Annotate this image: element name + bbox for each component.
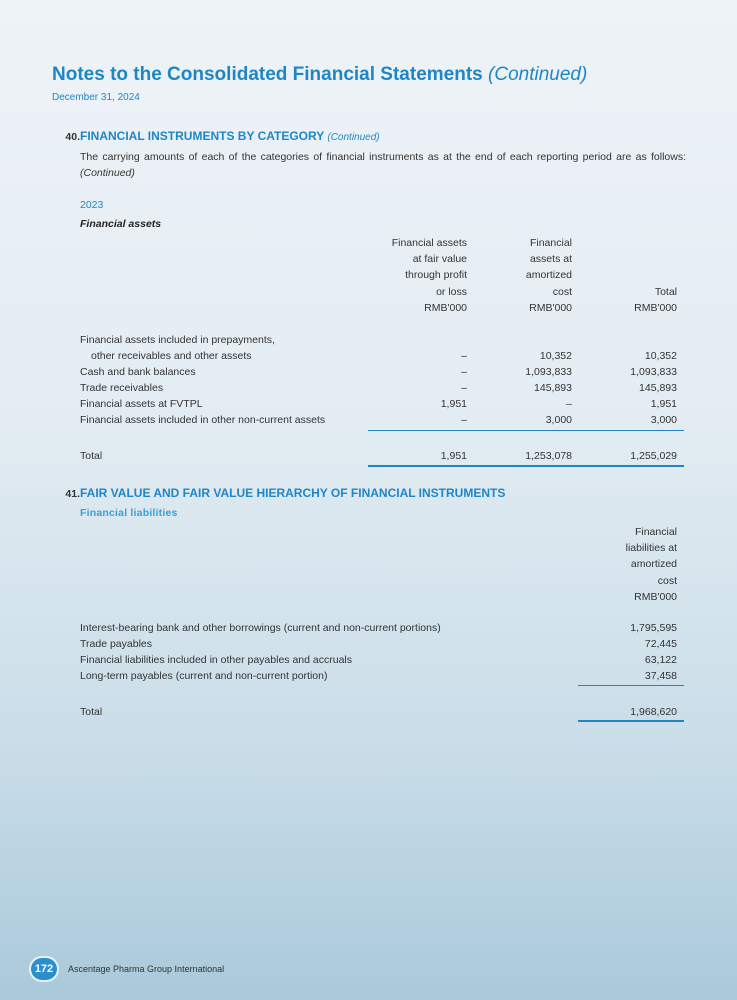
table-cell: 1,093,833	[630, 366, 677, 378]
total-row-label: Total	[80, 706, 103, 718]
total-cell: 1,253,078	[525, 450, 572, 462]
page-title: Notes to the Consolidated Financial Statements (Continued)	[52, 64, 588, 85]
table-cell: 72,445	[644, 638, 677, 650]
column-header-liabilities-amortized-cost: Financial liabilities at amortized cost RMB'000	[625, 526, 677, 603]
column-header-amortized-cost: Financial assets at amortized cost RMB'000	[525, 237, 572, 314]
financial-assets-subheading: Financial assets	[80, 218, 162, 230]
table-row-label: Trade payables	[80, 638, 152, 650]
table-cell: 1,951	[650, 398, 677, 410]
table-row-label: other receivables and other assets	[91, 350, 252, 362]
section-41-heading: 41.FAIR VALUE AND FAIR VALUE HIERARCHY OF FINANCIAL INSTRUMENTS	[65, 486, 506, 500]
table-cell: 145,893	[639, 382, 677, 394]
table-row-label: Financial assets included in other non-current assets	[80, 414, 326, 426]
total-rule	[368, 465, 684, 467]
total-cell: 1,255,029	[630, 450, 677, 462]
total-cell: 1,968,620	[630, 706, 677, 718]
table-cell: 3,000	[650, 414, 677, 426]
table-row-label: Financial assets at FVTPL	[80, 398, 203, 410]
financial-liabilities-subheading: Financial liabilities	[80, 507, 178, 519]
table-cell: 1,795,595	[630, 622, 677, 634]
column-header-fvtpl: Financial assets at fair value through profit or loss RMB'000	[391, 237, 467, 314]
section-40-intro: The carrying amounts of each of the categories of financial instruments as at the end of each reporting period are as follows: (Continued)	[80, 151, 686, 179]
subtotal-rule	[368, 430, 684, 431]
table-row-label: Interest-bearing bank and other borrowings (current and non-current portions)	[80, 622, 441, 634]
table-cell: –	[461, 366, 467, 378]
section-40-heading: 40.FINANCIAL INSTRUMENTS BY CATEGORY (Continued)	[65, 129, 380, 143]
total-row-label: Total	[80, 450, 103, 462]
table-cell: 10,352	[644, 350, 677, 362]
table-cell: –	[461, 350, 467, 362]
table-cell: 1,093,833	[525, 366, 572, 378]
total-cell: 1,951	[440, 450, 467, 462]
section-40-year: 2023	[80, 199, 104, 211]
table-row-label: Long-term payables (current and non-current portion)	[80, 670, 328, 682]
column-header-total: Total RMB'000	[634, 286, 677, 315]
table-row-label: Financial liabilities included in other payables and accruals	[80, 654, 352, 666]
table-cell: 145,893	[534, 382, 572, 394]
table-cell: 37,458	[644, 670, 677, 682]
table-cell: –	[461, 414, 467, 426]
footer-company: Ascentage Pharma Group International	[68, 964, 225, 974]
table-cell: 3,000	[545, 414, 572, 426]
subtotal-rule	[578, 685, 684, 686]
table-row-label: Financial assets included in prepayments,	[80, 334, 275, 346]
table-cell: 10,352	[539, 350, 572, 362]
total-rule	[578, 720, 684, 722]
table-cell: 63,122	[644, 654, 677, 666]
report-date: December 31, 2024	[52, 92, 140, 103]
table-row-label: Cash and bank balances	[80, 366, 196, 378]
table-cell: –	[461, 382, 467, 394]
table-row-label: Trade receivables	[80, 382, 164, 394]
page-number: 172	[31, 958, 57, 980]
table-cell: 1,951	[440, 398, 467, 410]
table-cell: –	[566, 398, 572, 410]
